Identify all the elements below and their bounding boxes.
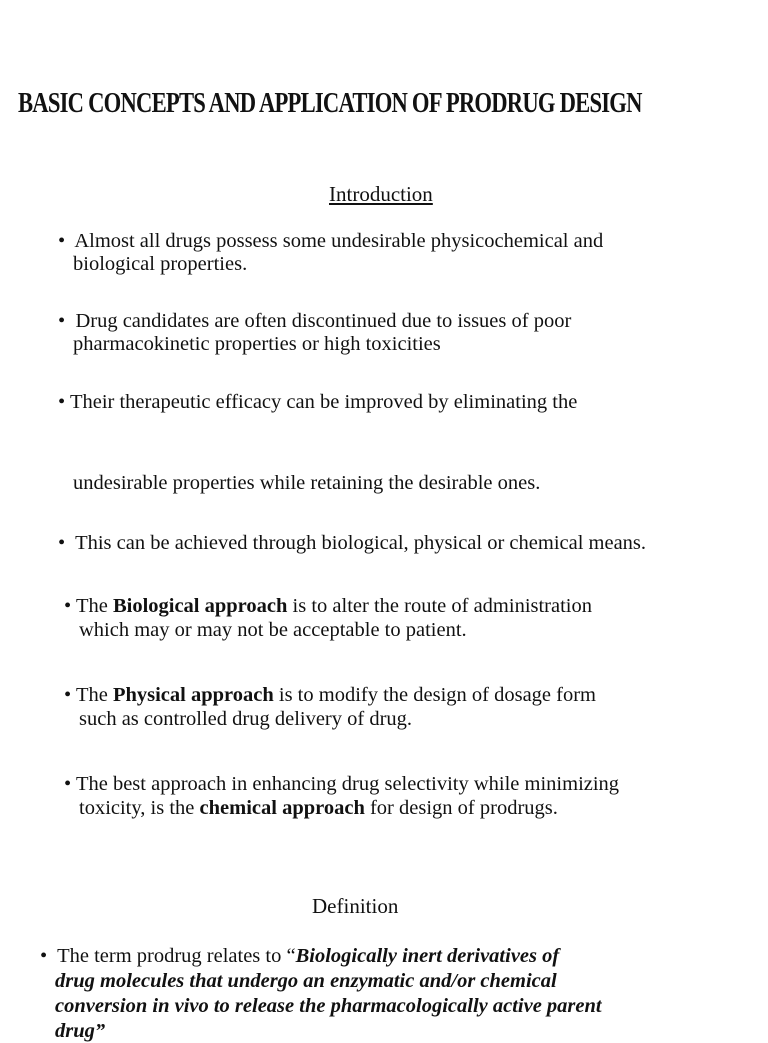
list-item-text: This can be achieved through biological, physical or chemical means. (75, 532, 647, 554)
bold-term: chemical approach (199, 797, 365, 819)
list-item-line (58, 532, 646, 555)
list-item-text: Almost all drugs possess some undesirable physicochemical and (74, 230, 604, 252)
list-item (64, 684, 596, 731)
bullet: • (40, 945, 48, 967)
bullet: • (58, 230, 66, 252)
list-item-continuation: undesirable properties while retaining the desirable ones. (73, 472, 541, 494)
list-item-line: biological properties. (73, 253, 248, 275)
list-item-text: toxicity, is the (79, 797, 200, 819)
list-item-text: The best approach in enhancing drug selectivity while minimizing (75, 773, 620, 795)
list-item-line: which may or may not be acceptable to patient. (79, 619, 467, 641)
definition-text: The term prodrug relates to “ (57, 945, 296, 967)
list-item-text: Drug candidates are often discontinued due to issues of poor (75, 310, 572, 332)
list-item (64, 773, 619, 820)
definition-item (40, 945, 602, 1043)
list-item (64, 595, 592, 642)
introduction-heading: Introduction (329, 182, 433, 206)
list-item-text: Their therapeutic efficacy can be improved by eliminating the (69, 391, 578, 413)
list-item-text: The (75, 595, 113, 617)
document-title: BASIC CONCEPTS AND APPLICATION OF PRODRUG DESIGN (18, 87, 642, 119)
list-item (58, 391, 577, 414)
bullet: • (64, 773, 72, 795)
definition-heading: Definition (312, 894, 399, 918)
bullet: • (64, 595, 72, 617)
bullet: • (58, 532, 66, 554)
list-item-text: is to alter the route of administration (287, 595, 592, 617)
bold-term: Physical approach (112, 684, 274, 706)
bullet: • (64, 684, 72, 706)
list-item-line (58, 230, 603, 253)
bullet: • (58, 391, 66, 413)
list-item-text: is to modify the design of dosage form (273, 684, 597, 706)
list-item-text: The (75, 684, 113, 706)
list-item-line: such as controlled drug delivery of drug. (79, 708, 413, 730)
list-item-line (64, 797, 619, 820)
list-item (58, 532, 646, 555)
definition-quote: drug” (55, 1020, 106, 1042)
list-item-line (64, 684, 596, 707)
list-item-text: for design of prodrugs. (364, 797, 558, 819)
list-item-line (64, 773, 619, 796)
definition-quote: drug molecules that undergo an enzymatic and/or chemical (55, 970, 557, 992)
list-item-line (58, 391, 577, 414)
bullet: • (58, 310, 66, 332)
list-item (58, 310, 571, 356)
bold-term: Biological approach (112, 595, 288, 617)
list-item (58, 230, 603, 276)
definition-quote: conversion in vivo to release the pharmacologically active parent (55, 995, 602, 1017)
list-item-line (58, 310, 571, 333)
list-item-line (40, 945, 602, 968)
definition-quote: Biologically inert derivatives of (295, 945, 560, 967)
list-item-line: pharmacokinetic properties or high toxicities (73, 333, 441, 355)
list-item-line (64, 595, 592, 618)
